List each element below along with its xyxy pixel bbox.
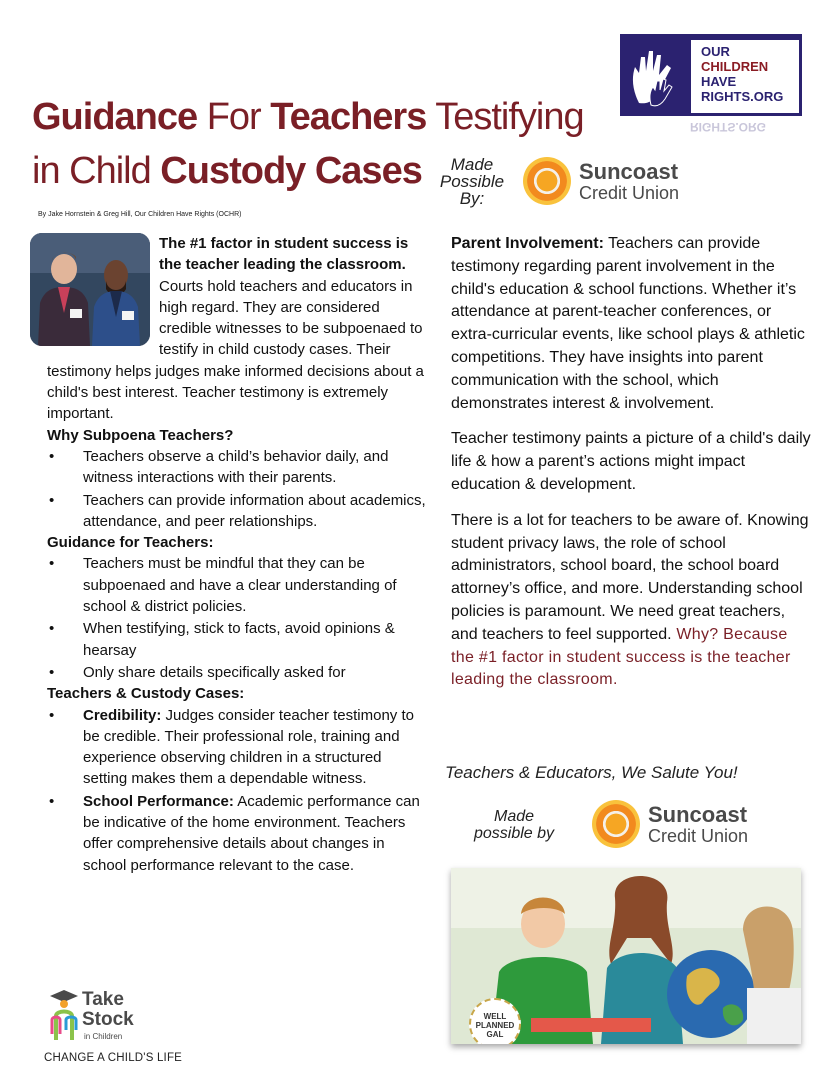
well-planned-gal-badge (469, 998, 521, 1044)
in-children-word: in Children (84, 1032, 123, 1041)
suncoast-sub-bottom: Credit Union (648, 825, 749, 846)
take-stock-wordmark (82, 990, 134, 1030)
left-column (47, 233, 427, 876)
why-because-text: Why? Because the #1 factor in student success is the teacher leading the classroom. (451, 625, 791, 689)
credibility-label: Credibility: (83, 706, 162, 724)
credibility-text: Judges consider teacher testimony to be credible. Their professional role, training and experience observing children in a structured setting makes them a dependable witness. (83, 706, 414, 788)
ochr-logo-reflection (690, 120, 800, 134)
title-word-in-child: in Child (32, 150, 161, 192)
sun-icon (592, 800, 640, 848)
list-item: • Teachers must be mindful that they can be subpoenaed and have a clear understanding of school & district policies. (47, 553, 427, 617)
made-possible-top (432, 156, 512, 207)
title-word-custody-cases: Custody Cases (160, 150, 422, 192)
made-label-bottom: Made (493, 808, 535, 825)
ochr-logo-line3: HAVE (701, 74, 737, 89)
photo-spacer (47, 233, 159, 357)
intro-rest-text: Courts hold teachers and educators in high regard. They are considered credible witnesses to be subpoenaed to testify in child custody cases. Their testimony helps judges make informed decisions about a child's best interest. Teacher testimony is extremely important. (47, 277, 424, 423)
ochr-reflection-text: RIGHTS.ORG (690, 120, 767, 134)
ochr-logo-line1: OUR (701, 44, 730, 59)
tagline: CHANGE A CHILD'S LIFE (44, 1052, 183, 1064)
list-item: • Teachers can provide information about academics, attendance, and peer relationships. (47, 490, 427, 533)
ochr-logo-line4: RIGHTS.ORG (701, 89, 784, 104)
intro-text (47, 233, 427, 425)
hands-icon (627, 43, 687, 111)
testimony-paragraph: Teacher testimony paints a picture of a child's daily life & how a parent’s actions might impact education & development. (451, 430, 811, 493)
list-item: • Only share details specifically asked for (47, 662, 427, 683)
custody-cases-heading: Teachers & Custody Cases: (47, 685, 245, 703)
suncoast-logo-top (523, 157, 679, 205)
suncoast-name-bottom: Suncoast (648, 801, 748, 827)
awareness-text: There is a lot for teachers to be aware of. Knowing student privacy laws, the role of school administrators, school board, the school board attorney’s office, and more. Understanding school policies is paramount. We need great teachers, and teachers to feel supported. (451, 511, 809, 643)
page-title-line2 (32, 150, 422, 193)
parent-involvement-paragraph (451, 233, 811, 415)
list-item: • When testifying, stick to facts, avoid opinions & hearsay (47, 618, 427, 661)
why-subpoena-heading: Why Subpoena Teachers? (47, 426, 234, 444)
badge-line3: GAL (486, 1030, 504, 1039)
parent-involvement-label: Parent Involvement: (451, 235, 604, 252)
why-list (47, 446, 427, 532)
stock-word: Stock (82, 1009, 134, 1030)
guidance-list (47, 553, 427, 683)
suncoast-logo-bottom (592, 800, 748, 848)
ochr-logo (620, 34, 802, 116)
list-item-credibility (47, 705, 427, 790)
take-stock-logo (44, 990, 204, 1050)
list-item: • Teachers observe a child’s behavior daily, and witness interactions with their parents. (47, 446, 427, 489)
page-title-line1 (32, 96, 584, 139)
badge-line1: WELL (483, 1012, 507, 1021)
byline: By Jake Hornstein & Greg Hill, Our Children Have Rights (OCHR) (38, 211, 242, 218)
possible-by-label: possible by (473, 825, 555, 842)
classroom-photo (451, 868, 801, 1044)
title-word-for: For (197, 96, 271, 138)
take-word: Take (82, 989, 124, 1010)
graduate-icon (46, 990, 82, 1040)
ochr-logo-text (691, 40, 799, 113)
school-performance-label: School Performance: (83, 792, 234, 810)
badge-line2: PLANNED (475, 1021, 515, 1030)
parent-involvement-text: Teachers can provide testimony regarding parent involvement in the child's education & school functions. Whether it’s attendance at parent-teacher conferences, or extra-curricular events, like school plays & athletic competitions. They have insights into parent communication with the school, which demonstrates interest & involvement. (451, 235, 805, 412)
made-possible-bottom (464, 808, 564, 842)
ochr-logo-line2: CHILDREN (701, 59, 769, 74)
right-column (451, 233, 811, 705)
suncoast-sub: Credit Union (579, 182, 680, 203)
salute-text: Teachers & Educators, We Salute You! (445, 763, 738, 782)
intro-bold-text: The #1 factor in student success is the teacher leading the classroom. (159, 235, 409, 274)
title-word-testifying: Testifying (426, 96, 584, 138)
made-label: Made (450, 155, 494, 174)
school-performance-text: Academic performance can be indicative of the home environment. Teachers offer comprehensive details about changes in school performance relevant to the case. (83, 792, 420, 874)
sun-icon (523, 157, 571, 205)
title-word-teachers: Teachers (270, 96, 427, 138)
title-word-guidance: Guidance (32, 96, 198, 138)
guidance-heading: Guidance for Teachers: (47, 534, 214, 552)
custody-list (47, 705, 427, 876)
suncoast-name: Suncoast (579, 158, 679, 184)
by-label: By: (459, 189, 485, 208)
list-item-school-performance (47, 791, 427, 876)
possible-label: Possible (439, 172, 505, 191)
awareness-paragraph (451, 510, 811, 692)
